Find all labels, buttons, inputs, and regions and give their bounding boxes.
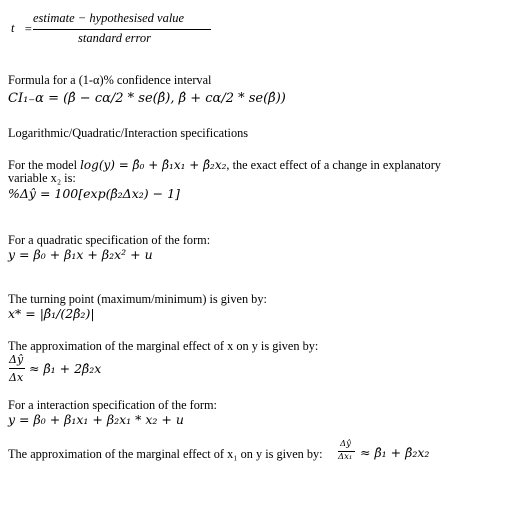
marginal-effect-rhs: ≈ β̂₁ + 2β̂₂x xyxy=(29,361,102,376)
log-model-description: , the exact effect of a change in explanatory xyxy=(226,158,441,172)
marginal-effect-heading: The approximation of the marginal effect of x on y is given by: xyxy=(8,339,319,353)
marginal-effect-x1-rhs: ≈ β̂₁ + β̂₂x₂ xyxy=(360,445,430,460)
specifications-heading: Logarithmic/Quadratic/Interaction specifications xyxy=(8,126,249,140)
interaction-formula: y = β₀ + β₁x₁ + β₂x₁ * x₂ + u xyxy=(8,412,184,427)
interaction-heading: For a interaction specification of the form: xyxy=(8,398,217,412)
log-model-formula: log(y) = β̂₀ + β̂₁x₁ + β̂₂x₂ xyxy=(80,158,227,172)
turning-point-formula: x* = |β̂₁/(2β̂₂)| xyxy=(8,306,95,321)
marginal-effect-x1-numerator: Δŷ xyxy=(340,439,351,449)
marginal-effect-numerator: Δŷ xyxy=(9,353,24,366)
ci-formula: CI₁₋α = (β̂ − cα/2 * se(β̂), β̂ + cα/2 * se(β̂)) xyxy=(8,91,286,106)
ci-heading: Formula for a (1-α)% confidence interval xyxy=(8,73,212,87)
quadratic-formula: y = β₀ + β₁x + β₂x² + u xyxy=(8,247,153,262)
t-stat-lhs: t xyxy=(11,21,15,35)
marginal-effect-denominator: Δx xyxy=(9,371,24,384)
log-model-intro: For the model xyxy=(8,158,81,172)
marginal-effect-x1-text: The approximation of the marginal effect of x₁ on y is given by: xyxy=(8,447,323,461)
t-stat-denominator: standard error xyxy=(78,31,152,45)
t-stat-fraction-bar xyxy=(33,29,211,30)
t-stat-numerator: estimate − hypothesised value xyxy=(33,11,185,25)
t-stat-equals: = xyxy=(24,22,33,36)
marginal-effect-x1-denominator: Δx₁ xyxy=(338,452,353,462)
turning-point-heading: The turning point (maximum/minimum) is given by: xyxy=(8,292,267,306)
log-model-exact-effect: %Δŷ = 100[exp(β̂₂Δx₂) − 1] xyxy=(8,186,180,201)
log-model-line-2: variable x₂ is: xyxy=(8,171,76,185)
quadratic-heading: For a quadratic specification of the form: xyxy=(8,233,211,247)
marginal-effect-fraction-bar xyxy=(9,368,25,369)
